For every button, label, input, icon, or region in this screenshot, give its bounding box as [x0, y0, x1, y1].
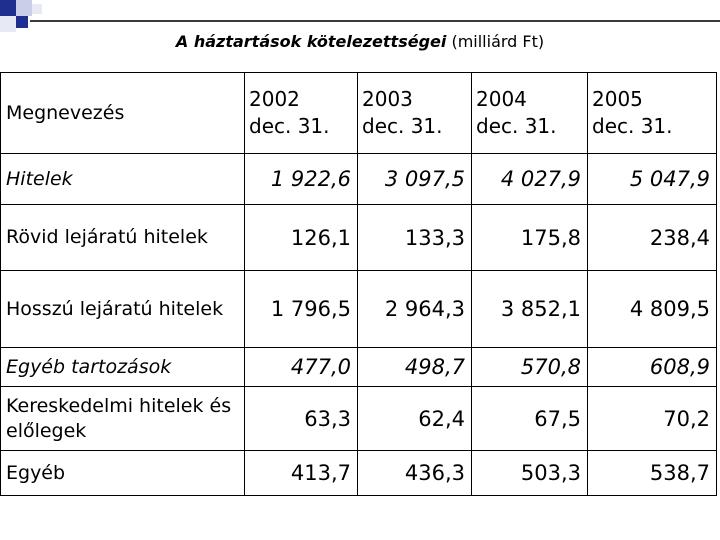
cell-value: 3 097,5	[358, 154, 472, 205]
title-unit: (milliárd Ft)	[451, 32, 545, 51]
table-header-row	[1, 73, 717, 154]
column-header-2003: 2003 dec. 31.	[358, 73, 472, 154]
cell-value: 503,3	[472, 451, 588, 496]
decor-square-pale	[0, 16, 16, 32]
column-header-2002: 2002 dec. 31.	[245, 73, 358, 154]
liabilities-table	[0, 72, 717, 496]
row-label: Rövid lejáratú hitelek	[1, 205, 245, 271]
cell-value: 133,3	[358, 205, 472, 271]
row-label: Egyéb tartozások	[1, 348, 245, 387]
decor-square-dark	[0, 0, 16, 16]
cell-value: 126,1	[245, 205, 358, 271]
table-row	[1, 205, 717, 271]
row-label: Kereskedelmi hitelek és előlegek	[1, 387, 245, 451]
row-label: Hitelek	[1, 154, 245, 205]
cell-value: 608,9	[588, 348, 717, 387]
decor-square-pale-small	[32, 4, 42, 14]
cell-value: 63,3	[245, 387, 358, 451]
column-header-2004: 2004 dec. 31.	[472, 73, 588, 154]
decor-square-light	[16, 0, 32, 16]
cell-value: 570,8	[472, 348, 588, 387]
row-label: Egyéb	[1, 451, 245, 496]
table-row	[1, 348, 717, 387]
cell-value: 477,0	[245, 348, 358, 387]
slide-title	[0, 32, 720, 51]
title-main: A háztartások kötelezettségei	[175, 32, 447, 51]
cell-value: 5 047,9	[588, 154, 717, 205]
column-header-2005: 2005 dec. 31.	[588, 73, 717, 154]
table-row	[1, 154, 717, 205]
cell-value: 413,7	[245, 451, 358, 496]
cell-value: 1 922,6	[245, 154, 358, 205]
table-row	[1, 271, 717, 348]
cell-value: 62,4	[358, 387, 472, 451]
header-label: Megnevezés	[1, 73, 245, 154]
table-row	[1, 387, 717, 451]
cell-value: 4 809,5	[588, 271, 717, 348]
cell-value: 538,7	[588, 451, 717, 496]
cell-value: 436,3	[358, 451, 472, 496]
cell-value: 1 796,5	[245, 271, 358, 348]
cell-value: 4 027,9	[472, 154, 588, 205]
decor-square-dark-small	[16, 16, 28, 28]
cell-value: 498,7	[358, 348, 472, 387]
cell-value: 175,8	[472, 205, 588, 271]
cell-value: 2 964,3	[358, 271, 472, 348]
cell-value: 238,4	[588, 205, 717, 271]
cell-value: 3 852,1	[472, 271, 588, 348]
header-rule	[30, 20, 720, 22]
row-label: Hosszú lejáratú hitelek	[1, 271, 245, 348]
cell-value: 70,2	[588, 387, 717, 451]
cell-value: 67,5	[472, 387, 588, 451]
table-row	[1, 451, 717, 496]
